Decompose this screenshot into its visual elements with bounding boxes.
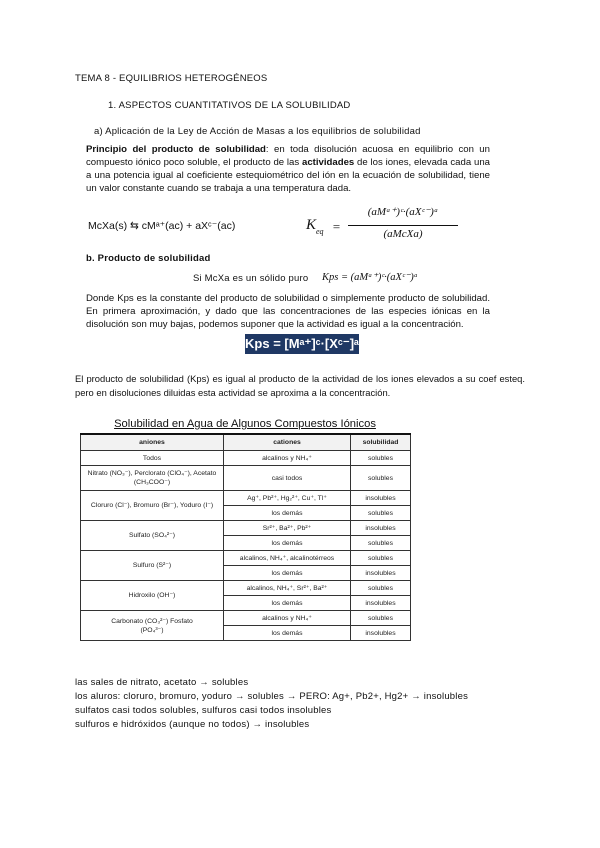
summary-line: sulfuros e hidróxidos (aunque no todos) → insolubles (75, 719, 310, 730)
keq-subscript: eq (316, 227, 324, 236)
solubility-cell: insolubles (351, 491, 411, 506)
header-anions: aniones (81, 434, 224, 451)
cation-cell: Sr²⁺, Ba²⁺, Pb²⁺ (224, 521, 351, 536)
principle-label: Principio del producto de solubilidad (86, 144, 266, 155)
anion-cell: Carbonato (CO₃²⁻) Fosfato (PO₄³⁻) (81, 611, 224, 641)
cation-cell: alcalinos y NH₄⁺ (224, 451, 351, 466)
header-solubility: solubilidad (351, 434, 411, 451)
solubility-cell: solubles (351, 451, 411, 466)
solubility-cell: solubles (351, 466, 411, 491)
anion-cell: Todos (81, 451, 224, 466)
table-header-row (81, 434, 411, 451)
cation-cell: los demás (224, 536, 351, 551)
kps-paragraph: Donde Kps es la constante del producto de solubilidad o simplemente producto de solubilidad. En primera aproximación, y dado que las concentraciones de las especies iónicas en la disolución son muy bajas, podemos suponer que la actividad es igual a la concentración. (86, 293, 490, 330)
cation-cell: alcalinos y NH₄⁺ (224, 611, 351, 626)
table-row (81, 551, 411, 566)
cation-cell: casi todos (224, 466, 351, 491)
kps-line-prefix: Si McXa es un sólido puro (193, 273, 309, 284)
kps-activity-formula: Kps = (aMᵃ⁺)ᶜ·(aXᶜ⁻)ᵃ (322, 272, 418, 283)
table-row (81, 451, 411, 466)
cation-cell: los demás (224, 506, 351, 521)
solubility-cell: solubles (351, 611, 411, 626)
summary-line: las sales de nitrato, acetato → solubles (75, 677, 249, 688)
solubility-cell: solubles (351, 536, 411, 551)
principle-text-1: : en toda disolución acuosa en equilibrio con un compuesto iónico poco soluble, el producto de las (86, 144, 490, 168)
solubility-cell: solubles (351, 506, 411, 521)
anion-cell: Nitrato (NO₃⁻), Perclorato (ClO₄⁻), Acetato (CH₃COO⁻) (81, 466, 224, 491)
solubility-cell: insolubles (351, 596, 411, 611)
cation-cell: los demás (224, 596, 351, 611)
anion-cell: Sulfuro (S²⁻) (81, 551, 224, 581)
table-row (81, 521, 411, 536)
summary-line: los aluros: cloruro, bromuro, yoduro → solubles → PERO: Ag+, Pb2+, Hg2+ → insolubles (75, 691, 469, 702)
table-row (81, 581, 411, 596)
note-paragraph: El producto de solubilidad (Kps) es igual al producto de la actividad de los iones elevados a su coef esteq. pero en disoluciones diluidas esta actividad se aproxima a la concentración. (75, 373, 525, 398)
solubility-table (80, 433, 411, 641)
anion-cell: Hidroxilo (OH⁻) (81, 581, 224, 611)
cation-cell: alcalinos, NH₄⁺, Sr²⁺, Ba²⁺ (224, 581, 351, 596)
solubility-cell: solubles (351, 581, 411, 596)
table-row (81, 491, 411, 506)
kps-highlight-box: Kps = [Mᵃ⁺]ᶜ·[Xᶜ⁻]ᵃ (245, 334, 359, 354)
activities-term: actividades (301, 157, 355, 168)
header-cations: cationes (224, 434, 351, 451)
keq-symbol: K (306, 217, 317, 233)
solubility-cell: solubles (351, 551, 411, 566)
section-title: 1. ASPECTOS CUANTITATIVOS DE LA SOLUBILIDAD (108, 100, 351, 111)
summary-line: sulfatos casi todos solubles, sulfuros casi todos insolubles (75, 705, 332, 716)
table-row (81, 466, 411, 491)
cation-cell: alcalinos, NH₄⁺, alcalinotérreos (224, 551, 351, 566)
anion-cell: Cloruro (Cl⁻), Bromuro (Br⁻), Yoduro (I⁻) (81, 491, 224, 521)
cation-cell: los demás (224, 566, 351, 581)
principle-text-2: de los iones, elevada cada una a una potencia igual al coeficiente estequiométrico del ión en la ecuación de solubilidad, tiene un valor constante cuando se trabaja a una temperatura dada. (86, 157, 490, 194)
keq-formula: K eq = (aMᵃ⁺)ᶜ·(aXᶜ⁻)ᵃ (aMcXa) (306, 205, 476, 247)
table-row (81, 611, 411, 626)
solubility-cell: insolubles (351, 566, 411, 581)
cation-cell: los demás (224, 626, 351, 641)
solubility-cell: insolubles (351, 626, 411, 641)
solubility-equation: McXa(s) ⇆ cMᵃ⁺(ac) + aXᶜ⁻(ac) (88, 220, 236, 232)
table-title: Solubilidad en Agua de Algunos Compuestos Iónicos (114, 418, 376, 430)
subsection-a-title: a) Aplicación de la Ley de Acción de Masas a los equilibrios de solubilidad (94, 126, 421, 137)
doc-heading: TEMA 8 - EQUILIBRIOS HETEROGÉNEOS (75, 73, 268, 84)
subsection-b-title: b. Producto de solubilidad (86, 253, 211, 264)
principle-paragraph (86, 143, 490, 195)
solubility-cell: insolubles (351, 521, 411, 536)
fraction-bar (348, 225, 458, 226)
keq-denominator: (aMcXa) (383, 228, 423, 240)
anion-cell: Sulfato (SO₄²⁻) (81, 521, 224, 551)
cation-cell: Ag⁺, Pb²⁺, Hg₂²⁺, Cu⁺, Tl⁺ (224, 491, 351, 506)
keq-numerator: (aMᵃ⁺)ᶜ·(aXᶜ⁻)ᵃ (367, 206, 439, 218)
